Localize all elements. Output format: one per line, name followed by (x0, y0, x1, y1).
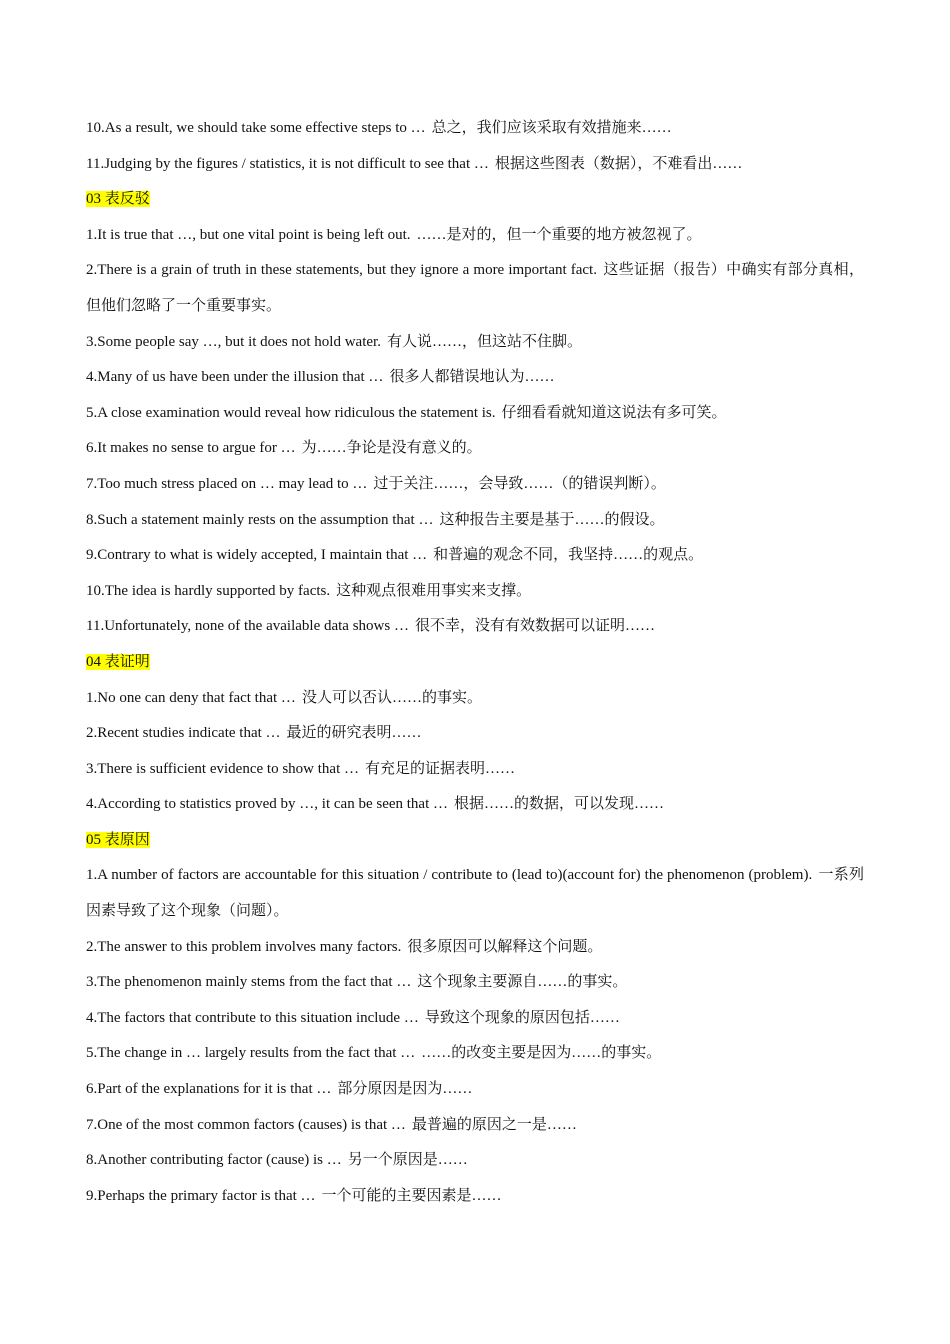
phrase-en: 3.There is sufficient evidence to show that … (86, 760, 359, 777)
phrase-cn: ……的改变主要是因为……的事实。 (421, 1045, 662, 1062)
section-heading-03 (86, 182, 864, 218)
phrase-cn: 最普遍的原因之一是…… (411, 1116, 577, 1133)
phrase-item (86, 1001, 864, 1037)
phrase-item (86, 716, 864, 752)
phrase-en: 2.Recent studies indicate that … (86, 725, 281, 742)
phrase-en: 1.It is true that …, but one vital point is being left out. (86, 226, 411, 243)
phrase-cn: ……是对的，但一个重要的地方被忽视了。 (416, 226, 702, 243)
phrase-cn: 最近的研究表明…… (286, 725, 422, 742)
phrase-item (86, 681, 864, 717)
section-heading-label: 04 表证明 (86, 653, 150, 670)
phrase-cn: 另一个原因是…… (347, 1152, 468, 1169)
phrase-cn: 部分原因是因为…… (337, 1081, 473, 1098)
phrase-item (86, 503, 864, 539)
phrase-cn: 过于关注……，会导致……（的错误判断）。 (373, 475, 666, 492)
phrase-item (86, 1108, 864, 1144)
phrase-item (86, 538, 864, 574)
phrase-cn: 总之，我们应该采取有效措施来…… (431, 120, 672, 136)
phrase-item (86, 1143, 864, 1179)
phrase-en: 4.Many of us have been under the illusion that … (86, 369, 384, 386)
phrase-item (86, 858, 864, 929)
phrase-en: 3.The phenomenon mainly stems from the fact that … (86, 974, 412, 991)
phrase-item (86, 111, 864, 147)
phrase-item (86, 325, 864, 361)
phrase-en: 2.There is a grain of truth in these statements, but they ignore a more important fact. (86, 262, 597, 279)
phrase-en: 5.The change in … largely results from the fact that … (86, 1045, 416, 1062)
phrase-cn: 一系列因素导致了这个现象（问题）。 (86, 867, 864, 920)
section-heading-label: 05 表原因 (86, 831, 150, 848)
phrase-en: 3.Some people say …, but it does not hold water. (86, 333, 381, 350)
phrase-item (86, 752, 864, 788)
phrase-en: 5.A close examination would reveal how ridiculous the statement is. (86, 404, 496, 421)
phrase-cn: 导致这个现象的原因包括…… (424, 1009, 620, 1026)
phrase-item (86, 787, 864, 823)
phrase-en: 8.Such a statement mainly rests on the assumption that … (86, 511, 434, 528)
phrase-item (86, 930, 864, 966)
phrase-en: 1.No one can deny that fact that … (86, 689, 296, 706)
phrase-item (86, 147, 864, 183)
phrase-item (86, 609, 864, 645)
phrase-item (86, 1072, 864, 1108)
phrase-cn: 根据这些图表（数据），不难看出…… (494, 155, 743, 172)
phrase-item (86, 467, 864, 503)
phrase-en: 6.It makes no sense to argue for … (86, 440, 296, 457)
phrase-cn: 这些证据（报告）中确实有部分真相，但他们忽略了一个重要事实。 (86, 262, 864, 314)
phrase-en: 6.Part of the explanations for it is that … (86, 1081, 332, 1098)
section-heading-05 (86, 823, 864, 859)
phrase-list (86, 111, 864, 1214)
phrase-en: 10.As a result, we should take some effective steps to … (86, 120, 426, 136)
phrase-en: 7.One of the most common factors (causes) is that … (86, 1116, 406, 1133)
phrase-cn: 和普遍的观念不同，我坚持……的观点。 (433, 547, 704, 564)
phrase-item (86, 396, 864, 432)
phrase-item (86, 253, 864, 324)
phrase-item (86, 1179, 864, 1215)
phrase-item (86, 1036, 864, 1072)
phrase-en: 2.The answer to this problem involves many factors. (86, 938, 402, 955)
phrase-item (86, 965, 864, 1001)
phrase-cn: 仔细看看就知道这说法有多可笑。 (501, 404, 727, 421)
phrase-cn: 有充足的证据表明…… (364, 760, 515, 777)
phrase-cn: 很多人都错误地认为…… (389, 369, 555, 386)
phrase-en: 11.Unfortunately, none of the available data shows … (86, 618, 409, 635)
phrase-en: 10.The idea is hardly supported by facts. (86, 582, 331, 599)
phrase-en: 9.Contrary to what is widely accepted, I maintain that … (86, 547, 428, 564)
phrase-cn: 没人可以否认……的事实。 (301, 689, 482, 706)
phrase-en: 11.Judging by the figures / statistics, it is not difficult to see that … (86, 155, 489, 172)
phrase-cn: 很多原因可以解释这个问题。 (407, 938, 603, 955)
phrase-item (86, 574, 864, 610)
phrase-cn: 根据……的数据，可以发现…… (454, 796, 665, 813)
phrase-cn: 一个可能的主要因素是…… (321, 1187, 502, 1204)
phrase-en: 4.The factors that contribute to this situation include … (86, 1009, 419, 1026)
phrase-cn: 为……争论是没有意义的。 (301, 440, 482, 457)
phrase-item (86, 360, 864, 396)
section-heading-04 (86, 645, 864, 681)
phrase-cn: 很不幸，没有有效数据可以证明…… (414, 618, 655, 635)
phrase-cn: 这种观点很难用事实来支撑。 (336, 582, 532, 599)
phrase-en: 7.Too much stress placed on … may lead to … (86, 475, 368, 492)
section-heading-label: 03 表反驳 (86, 191, 150, 208)
phrase-cn: 这种报告主要是基于……的假设。 (439, 511, 665, 528)
phrase-en: 4.According to statistics proved by …, it can be seen that … (86, 796, 448, 813)
phrase-en: 9.Perhaps the primary factor is that … (86, 1187, 316, 1204)
phrase-en: 1.A number of factors are accountable for this situation / contribute to (lead to)(account for) the phenomenon (problem). (86, 867, 813, 884)
phrase-item (86, 218, 864, 254)
phrase-cn: 这个现象主要源自……的事实。 (417, 974, 628, 991)
phrase-en: 8.Another contributing factor (cause) is … (86, 1152, 342, 1169)
phrase-item (86, 431, 864, 467)
phrase-cn: 有人说……，但这站不住脚。 (386, 333, 582, 350)
